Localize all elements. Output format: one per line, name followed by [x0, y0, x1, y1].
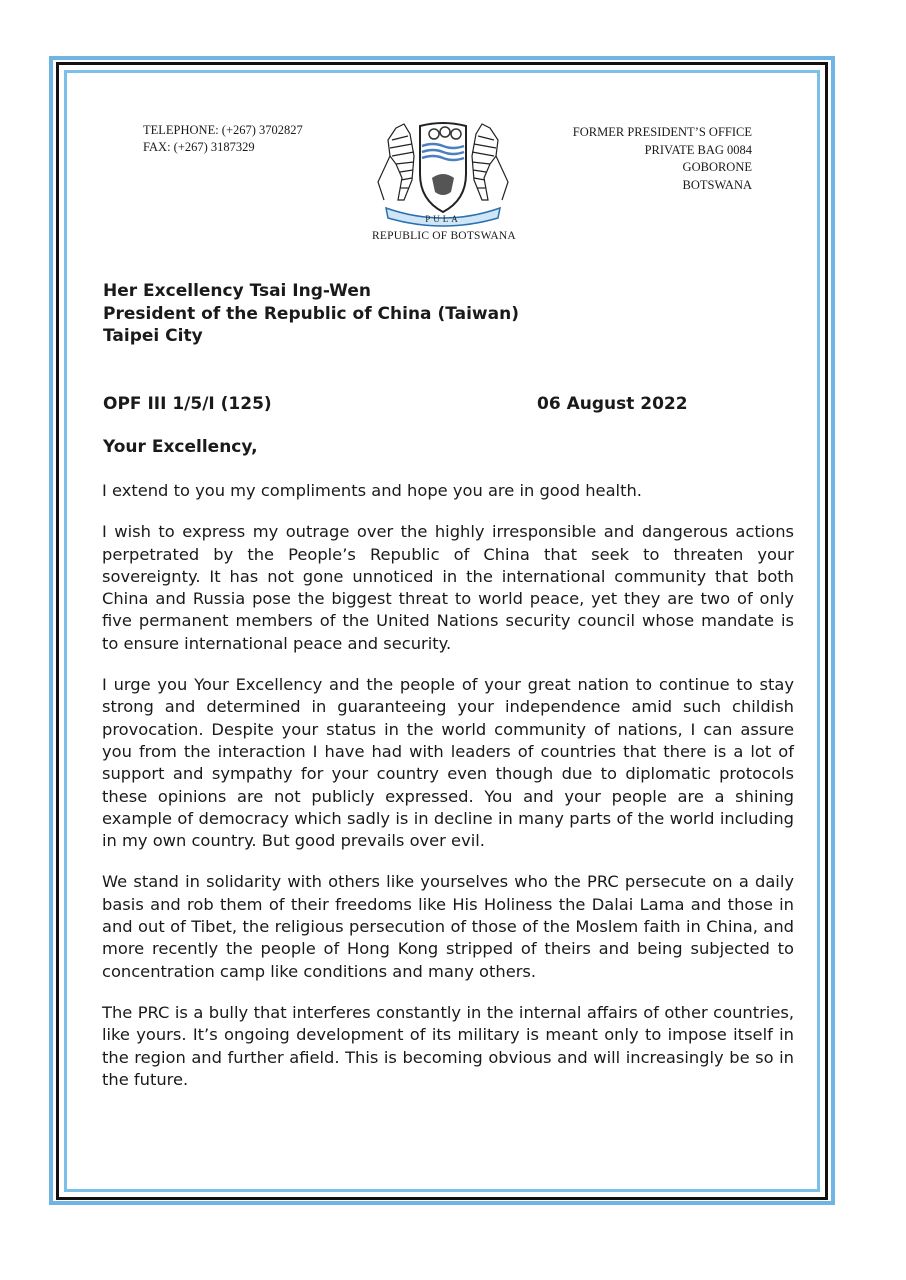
body-paragraph: The PRC is a bully that interferes constantly in the internal affairs of other countries, like yours. It’s ongoing development of its military is meant only to impose itself in the region and further afield. This is becoming obvious and will increasingly be so in the future. — [102, 1002, 794, 1089]
fax-line: FAX: (+267) 3187329 — [143, 140, 255, 154]
office-line: FORMER PRESIDENT’S OFFICE — [572, 125, 752, 139]
telephone-line: TELEPHONE: (+267) 3702827 — [143, 123, 303, 137]
office-line: BOTSWANA — [682, 177, 752, 192]
letter-date: 06 August 2022 — [537, 394, 688, 414]
body-paragraph: I extend to you my compliments and hope you are in good health. — [102, 481, 642, 500]
coat-of-arms-icon — [368, 116, 518, 232]
contact-block — [143, 122, 303, 156]
addressee-name: Her Excellency Tsai Ing-Wen — [103, 281, 371, 301]
office-address — [573, 124, 752, 194]
body-paragraph: I wish to express my outrage over the highly irresponsible and dangerous actions perpetrated by the People’s Republic of China that seek to threaten your sovereignty. It has not gone unnoticed in the international community that both China and Russia pose the biggest threat to world peace, yet they are two of only five permanent members of the United Nations security council whose mandate is to ensure international peace and security. — [102, 522, 794, 653]
addressee-city: Taipei City — [103, 326, 203, 346]
body-paragraph: We stand in solidarity with others like yourselves who the PRC persecute on a daily basis and rob them of their freedoms like His Holiness the Dalai Lama and those in and out of Tibet, the religious persecution of those of the Moslem faith in China, and more recently the people of Hong Kong stripped of theirs and being subjected to concentration camp like conditions and many others. — [102, 872, 794, 981]
office-line: PRIVATE BAG 0084 — [644, 142, 752, 157]
emblem-caption: REPUBLIC OF BOTSWANA — [372, 230, 516, 242]
addressee-title: President of the Republic of China (Taiwan) — [103, 303, 519, 324]
letter-body — [102, 480, 794, 1110]
reference-number: OPF III 1/5/I (125) — [103, 394, 272, 414]
office-line: GOBORONE — [682, 160, 752, 174]
emblem-motto: PULA — [425, 214, 461, 224]
body-paragraph: I urge you Your Excellency and the people of your great nation to continue to stay strong and determined in guaranteeing your independence amid such childish provocation. Despite your status in the world community of nations, I can assure you from the interaction I have had with leaders of countries that there is a lot of support and sympathy for your country even though due to diplomatic protocols these opinions are not publicly expressed. You and your people are a shining example of democracy which sadly is in decline in many parts of the world including in my own country. But good prevails over evil. — [102, 675, 794, 851]
addressee-block — [103, 280, 519, 348]
salutation: Your Excellency, — [103, 437, 258, 457]
